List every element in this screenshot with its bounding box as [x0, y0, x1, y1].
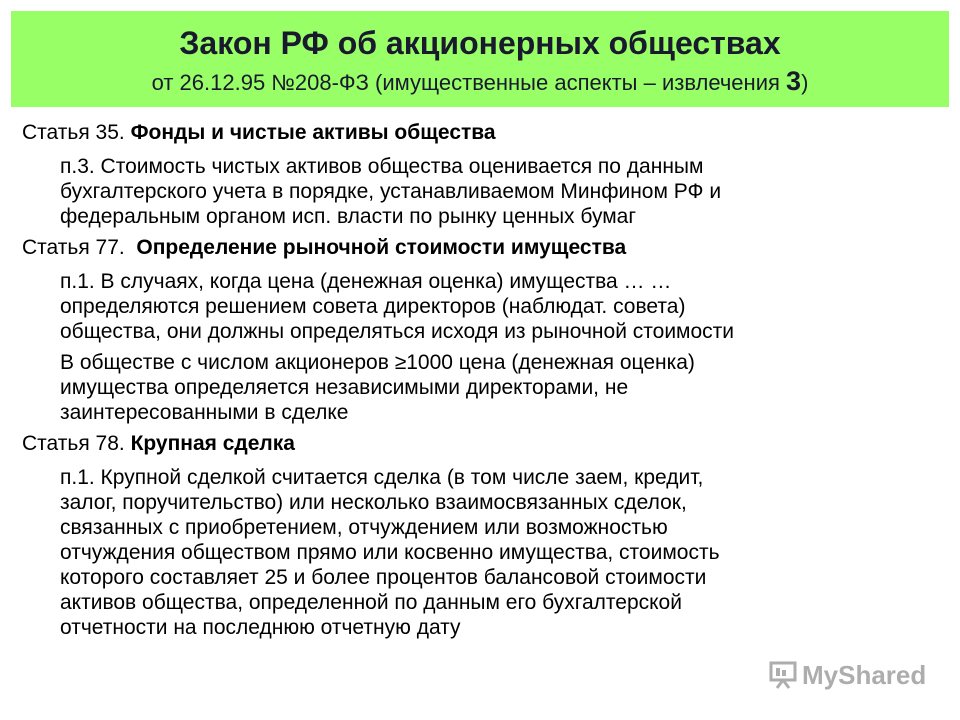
article-35-paragraph-1: п.3. Стоимость чистых активов общества оценивается по данным бухгалтерского учета в порядке, устанавливаемом Минфином РФ и федеральным органом исп. власти по рынку ценных бумаг [60, 155, 722, 228]
watermark-text: MyShared [802, 659, 927, 690]
article-title: Крупная сделка [130, 432, 295, 455]
page-title: Закон РФ об акционерных обществах [179, 25, 781, 61]
title-banner [11, 11, 949, 107]
article-77-paragraph-2: В обществе с числом акционеров ≥1000 цена (денежная оценка) имущества определяется независимыми директорами, не заинтересованными в сделке [60, 351, 695, 424]
article-label: Статья 78. [22, 432, 131, 455]
article-78-heading [22, 431, 942, 457]
article-77-paragraph-1: п.1. В случаях, когда цена (денежная оценка) имущества … … определяются решением совета директоров (наблюдат. совета) общества, они должны определяться исходя из рыночной стоимости [60, 270, 735, 343]
subtitle-text: от 26.12.95 №208-ФЗ (имущественные аспекты – извлечения [151, 70, 780, 95]
article-label: Статья 35. [22, 121, 131, 144]
document-body [22, 120, 942, 646]
article-title: Определение рыночной стоимости имущества [136, 236, 627, 259]
article-35-heading [22, 120, 942, 146]
article-title: Фонды и чистые активы общества [130, 121, 496, 144]
page-subtitle [11, 67, 949, 97]
subtitle-close: ) [801, 70, 809, 95]
watermark [768, 658, 938, 692]
presentation-board-icon [768, 660, 798, 690]
article-label: Статья 77. [22, 236, 137, 259]
article-77-heading [22, 235, 942, 261]
subtitle-number: 3 [786, 66, 802, 96]
article-78-paragraph-1: п.1. Крупной сделкой считается сделка (в том числе заем, кредит, залог, поручительство) или несколько взаимосвязанных сделок, связанных с приобретением, отчуждением или возможностью отчуждения обществом прямо или косвенно имущества, стоимость которого составляет 25 и более процентов балансовой стоимости активов общества, определенной по данным его бухгалтерской отчетности на последнюю отчетную дату [60, 466, 720, 639]
